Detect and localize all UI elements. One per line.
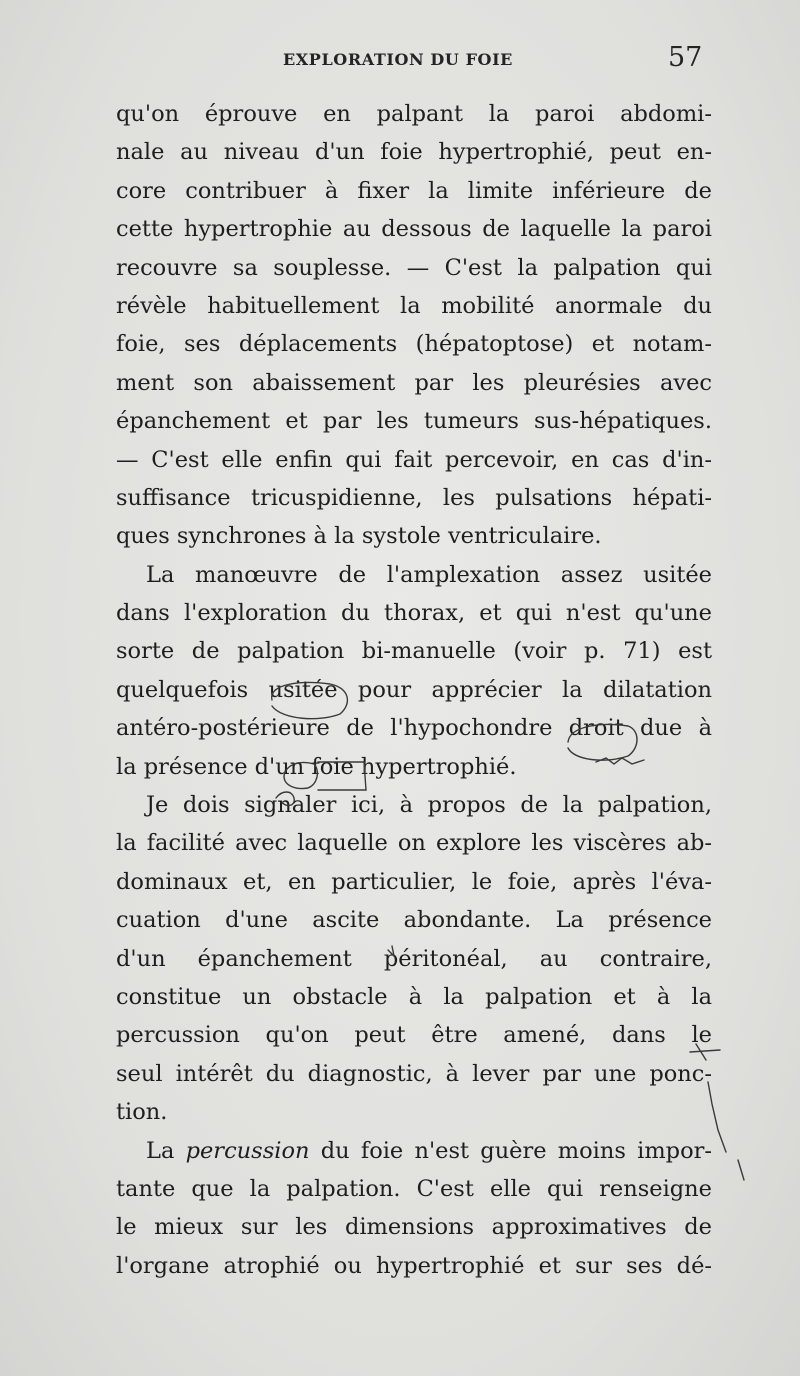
text-line: tante que la palpation. C'est elle qui renseigne: [116, 1175, 712, 1202]
text-line: sorte de palpation bi-manuelle (voir p. 71) est: [116, 638, 712, 665]
italic-term: percussion: [185, 1137, 310, 1164]
page-number: 57: [668, 42, 703, 73]
text-line: recouvre sa souplesse. — C'est la palpation qui: [116, 254, 712, 281]
text-line: nale au niveau d'un foie hypertrophié, peut en-: [116, 139, 712, 166]
text-line: ques synchrones à la systole ventriculaire.: [116, 523, 602, 550]
text-line: cette hypertrophie au dessous de laquelle la paroi: [116, 216, 712, 243]
text-line: quelquefois usitée pour apprécier la dilatation: [116, 676, 712, 703]
text-run: La: [146, 1137, 175, 1164]
text-line: tion.: [116, 1099, 168, 1126]
text-line: la présence d'un foie hypertrophié.: [116, 753, 517, 780]
text-line: suffisance tricuspidienne, les pulsations hépati-: [116, 484, 712, 511]
text-line: épanchement et par les tumeurs sus-hépatiques.: [116, 408, 712, 435]
text-line: dans l'exploration du thorax, et qui n'est qu'une: [116, 600, 712, 627]
text-line: [116, 1132, 712, 1170]
running-head: EXPLORATION DU FOIE: [283, 50, 513, 69]
margin-line: [738, 1160, 744, 1180]
text-line: la facilité avec laquelle on explore les viscères ab-: [116, 830, 712, 857]
text-line: percussion qu'on peut être amené, dans le: [116, 1022, 712, 1049]
text-line: seul intérêt du diagnostic, à lever par une ponc-: [116, 1060, 712, 1087]
text-line: d'un épanchement péritonéal, au contraire,: [116, 945, 712, 972]
text-line: le mieux sur les dimensions approximatives de: [116, 1214, 712, 1241]
text-line: Je dois signaler ici, à propos de la palpation,: [146, 792, 712, 819]
text-line: révèle habituellement la mobilité anormale du: [116, 292, 712, 319]
text-line: core contribuer à fixer la limite inférieure de: [116, 177, 712, 204]
text-line: l'organe atrophié ou hypertrophié et sur ses dé-: [116, 1252, 712, 1279]
text-line: cuation d'une ascite abondante. La présence: [116, 907, 712, 934]
text-line: foie, ses déplacements (hépatoptose) et notam-: [116, 331, 712, 358]
text-line: ment son abaissement par les pleurésies avec: [116, 369, 712, 396]
body-text: [116, 95, 712, 1285]
page-header: [0, 42, 800, 82]
text-line: — C'est elle enfin qui fait percevoir, en cas d'in-: [116, 446, 712, 473]
text-line: constitue un obstacle à la palpation et à la: [116, 983, 712, 1010]
text-line: qu'on éprouve en palpant la paroi abdomi-: [116, 101, 712, 127]
text-line: antéro-postérieure de l'hypochondre droit due à: [116, 715, 712, 742]
text-line: La manœuvre de l'amplexation assez usitée: [146, 561, 712, 588]
text-line: dominaux et, en particulier, le foie, après l'éva-: [116, 868, 712, 895]
text-run: du foie n'est guère moins impor-: [320, 1137, 712, 1164]
